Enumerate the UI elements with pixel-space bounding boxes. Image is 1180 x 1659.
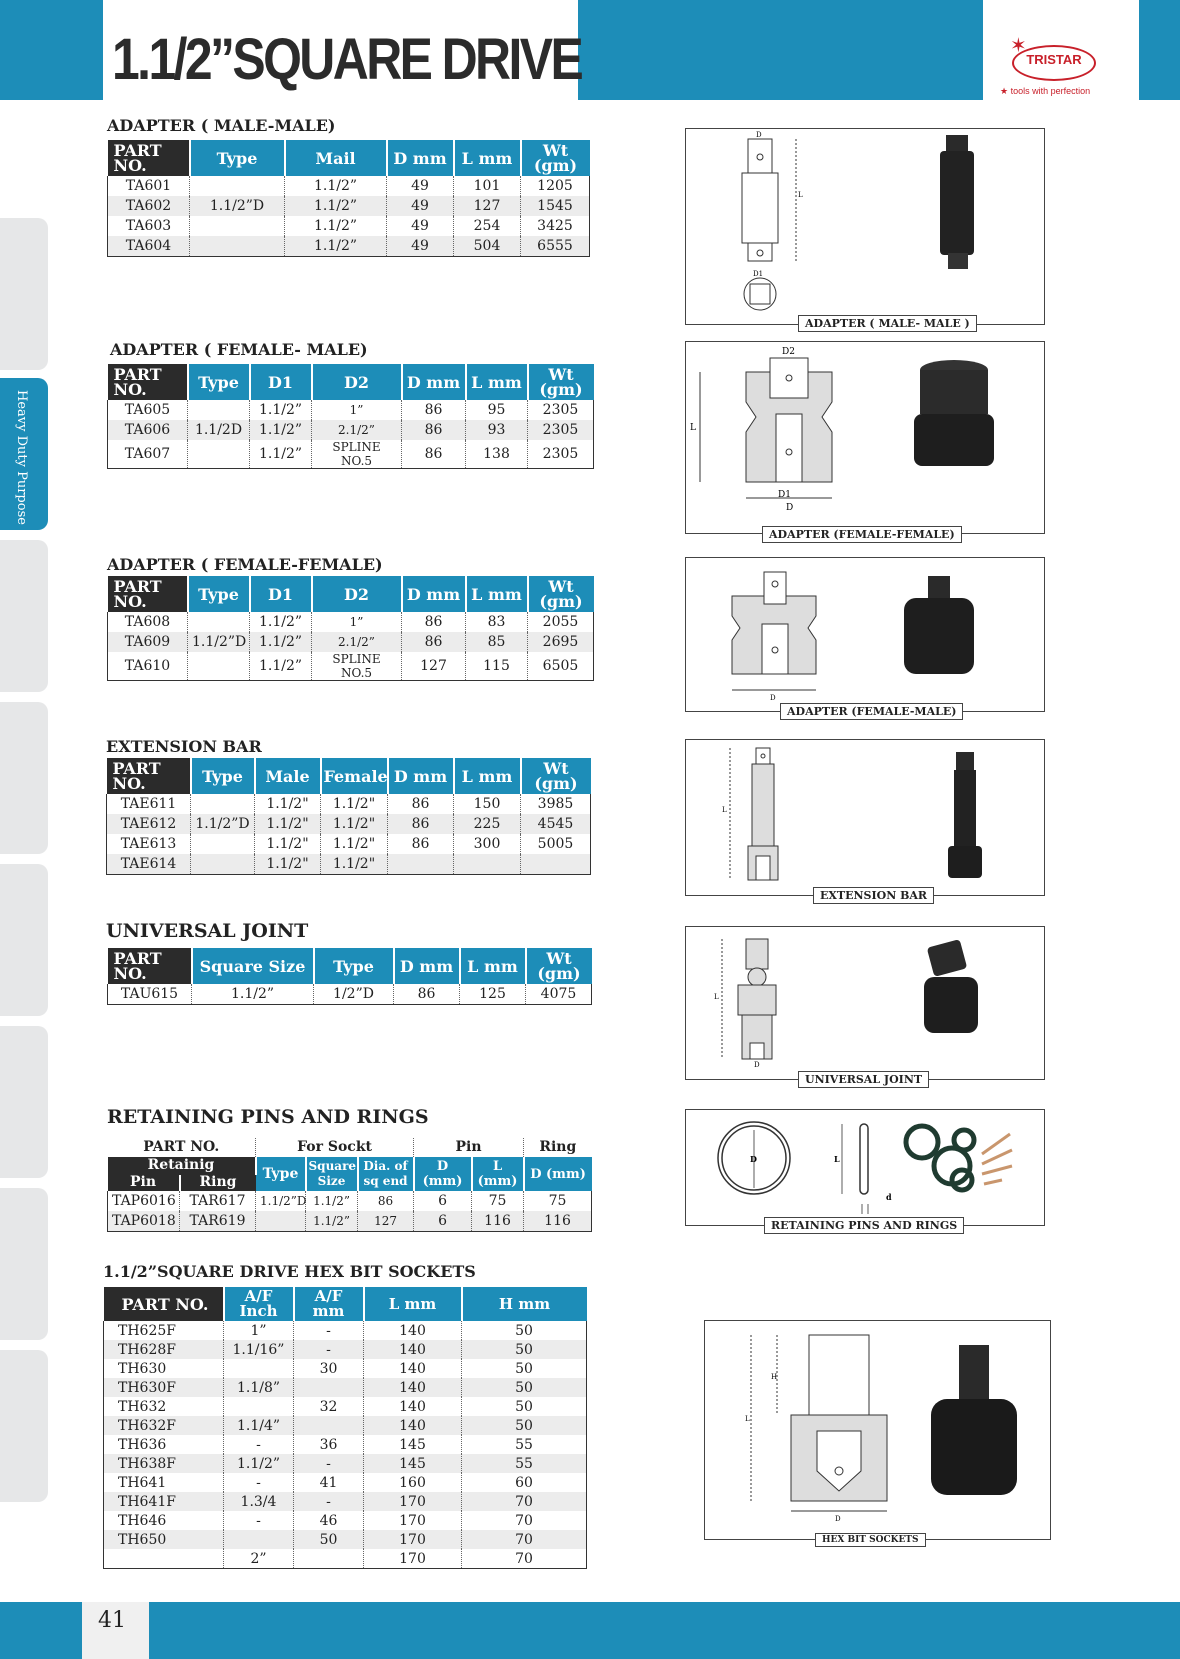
col-header: H mm <box>462 1287 587 1321</box>
table-female-female <box>107 576 594 681</box>
col-header: Type <box>314 948 394 984</box>
page-title: 1.1/2”SQUARE DRIVE <box>112 27 582 92</box>
table-row: TH646 - 46 170 70 <box>104 1511 587 1530</box>
col-group-header: PART NO. <box>108 1138 256 1157</box>
col-header: Pin <box>108 1175 180 1191</box>
side-tab[interactable] <box>0 218 48 370</box>
table-row: TA607 1.1/2” SPLINE NO.5 86 138 2305 <box>108 440 594 469</box>
col-header: L mm <box>466 576 528 612</box>
table-universal-joint <box>107 948 592 1005</box>
col-header: Mail <box>285 140 387 176</box>
logo-brand: TRISTAR <box>1026 52 1082 67</box>
dim-label-l: L <box>798 191 803 199</box>
universal-joint-drawing <box>686 927 1044 1079</box>
col-header: Square Size <box>192 948 314 984</box>
table-row: TH636 - 36 145 55 <box>104 1435 587 1454</box>
table-row: TA605 1.1/2” 1” 86 95 2305 <box>108 400 594 420</box>
table-row: TAE613 1.1/2" 1.1/2" 86 300 5005 <box>107 834 591 854</box>
side-tab[interactable] <box>0 864 48 1016</box>
adapter-male-male-drawing <box>686 129 1044 324</box>
col-header: Wt (gm) <box>526 948 592 984</box>
col-header: D mm <box>387 140 454 176</box>
col-header: D mm <box>388 758 454 794</box>
table-row: TH632F 1.1/4” 140 50 <box>104 1416 587 1435</box>
type-cell: 1.1/2”D <box>190 196 285 216</box>
col-header: Type <box>190 140 285 176</box>
side-tab[interactable] <box>0 1350 48 1502</box>
extension-bar-drawing <box>686 740 1044 895</box>
figure-adapter-male-male <box>685 128 1045 325</box>
col-header: Type <box>188 576 250 612</box>
dim-label-l: L <box>690 423 696 433</box>
col-header: A/F mm <box>294 1287 364 1321</box>
adapter-female-female-drawing <box>686 558 1044 711</box>
table-row: TH638F 1.1/2” - 145 55 <box>104 1454 587 1473</box>
figure-caption-female-female: ADAPTER (FEMALE-FEMALE) <box>762 526 962 543</box>
table-row: TAE612 1.1/2”D 1.1/2" 1.1/2" 86 225 4545 <box>107 814 591 834</box>
section-title-extension-bar: EXTENSION BAR <box>106 737 262 756</box>
dim-label-d1: D1 <box>778 490 791 500</box>
table-row: TAP6018 TAR619 1.1/2” 127 6 116 116 <box>108 1211 592 1232</box>
col-header: Wt (gm) <box>528 364 594 400</box>
table-row: TAE614 1.1/2" 1.1/2" <box>107 854 591 875</box>
side-tab-label: Heavy Duty Purpose <box>14 390 29 525</box>
table-row: TH625F 1” - 140 50 <box>104 1321 587 1340</box>
dim-label-l: L <box>745 1415 750 1423</box>
table-retaining-pins <box>107 1138 592 1232</box>
col-header: Wt (gm) <box>528 576 594 612</box>
figure-universal-joint <box>685 926 1045 1080</box>
table-row: TA602 1.1/2”D 1.1/2” 49 127 1545 <box>108 196 590 216</box>
table-row: TA608 1.1/2” 1” 86 83 2055 <box>108 612 594 632</box>
dim-label-h: H <box>771 1373 778 1381</box>
col-header: D1 <box>250 364 312 400</box>
dim-label-l: L <box>714 993 719 1001</box>
type-cell: 1.1/2D <box>188 420 250 440</box>
col-header: Type <box>188 364 250 400</box>
col-header: D1 <box>250 576 312 612</box>
col-header: Wt (gm) <box>521 140 590 176</box>
table-extension-bar <box>106 758 591 875</box>
section-title-hex-bit-sockets: 1.1/2”SQUARE DRIVE HEX BIT SOCKETS <box>103 1262 476 1281</box>
figure-hex-bit-sockets <box>704 1320 1051 1540</box>
table-hex-bit-sockets <box>103 1287 587 1569</box>
side-tab[interactable] <box>0 1026 48 1178</box>
figure-caption-male-male: ADAPTER ( MALE- MALE ) <box>798 315 977 332</box>
table-row: TH650 50 170 70 <box>104 1530 587 1549</box>
col-header: D mm <box>402 364 466 400</box>
dim-label-l: L <box>834 1154 840 1164</box>
type-cell: 1.1/2”D <box>188 632 250 652</box>
col-header: D (mm) <box>524 1157 592 1191</box>
side-tab[interactable] <box>0 540 48 692</box>
table-row: TH628F 1.1/16” - 140 50 <box>104 1340 587 1359</box>
dim-label-d1: D1 <box>753 270 764 278</box>
dim-label-d: D <box>770 694 776 702</box>
table-female-male <box>107 364 594 469</box>
table-row: 2” 170 70 <box>104 1549 587 1569</box>
table-male-male <box>107 140 590 257</box>
col-header: D2 <box>312 576 402 612</box>
col-header: A/F Inch <box>224 1287 294 1321</box>
figure-adapter-female-male <box>685 341 1045 534</box>
table-row: TAE611 1.1/2" 1.1/2" 86 150 3985 <box>107 794 591 814</box>
col-header: PART NO. <box>108 140 190 176</box>
col-header: D mm <box>402 576 466 612</box>
table-row: TA604 1.1/2” 49 504 6555 <box>108 236 590 257</box>
col-header: L mm <box>460 948 526 984</box>
figure-caption-retaining-pins: RETAINING PINS AND RINGS <box>764 1217 964 1234</box>
figure-caption-female-male: ADAPTER (FEMALE-MALE) <box>780 703 963 720</box>
side-tab[interactable] <box>0 1188 48 1340</box>
table-row: TH641F 1.3/4 - 170 70 <box>104 1492 587 1511</box>
col-header: D (mm) <box>414 1157 472 1191</box>
col-header: Ring <box>180 1175 256 1191</box>
section-title-male-male: ADAPTER ( MALE-MALE) <box>107 116 336 135</box>
section-title-universal-joint: UNIVERSAL JOINT <box>106 920 309 942</box>
logo-star-icon: ✶ <box>1010 33 1027 57</box>
section-title-retaining-pins: RETAINING PINS AND RINGS <box>107 1106 429 1128</box>
table-row: TAU615 1.1/2” 1/2”D 86 125 4075 <box>108 984 592 1005</box>
col-header: Dia. of sq end <box>358 1157 414 1191</box>
figure-caption-universal-joint: UNIVERSAL JOINT <box>798 1071 929 1088</box>
section-title-female-male: ADAPTER ( FEMALE- MALE) <box>110 340 368 359</box>
dim-label-d: D <box>756 131 762 139</box>
table-row: TH630F 1.1/8” 140 50 <box>104 1378 587 1397</box>
adapter-female-male-drawing <box>686 342 1044 533</box>
table-row: TA609 1.1/2”D 1.1/2” 2.1/2” 86 85 2695 <box>108 632 594 652</box>
table-row: TH641 - 41 160 60 <box>104 1473 587 1492</box>
type-cell: 1.1/2”D <box>256 1191 306 1211</box>
dim-label-d-small: d <box>886 1192 892 1202</box>
col-header: L mm <box>454 140 521 176</box>
section-title-female-female: ADAPTER ( FEMALE-FEMALE) <box>107 555 383 574</box>
table-row: TH630 30 140 50 <box>104 1359 587 1378</box>
col-group-header: Pin <box>414 1138 524 1157</box>
col-header: PART NO. <box>108 948 192 984</box>
col-header: L (mm) <box>472 1157 524 1191</box>
col-header: PART NO. <box>104 1287 224 1321</box>
col-header: Type <box>191 758 255 794</box>
table-row: TA603 1.1/2” 49 254 3425 <box>108 216 590 236</box>
col-header: Male <box>255 758 321 794</box>
figure-extension-bar <box>685 739 1045 896</box>
dim-label-d: D <box>750 1154 757 1164</box>
dim-label-d: D <box>754 1061 760 1069</box>
col-group-header: For Sockt <box>256 1138 414 1157</box>
figure-caption-hex-bit-sockets: HEX BIT SOCKETS <box>815 1533 926 1547</box>
logo-tagline: ★ tools with perfection <box>1000 86 1091 96</box>
dim-label-d2: D2 <box>782 347 795 357</box>
dim-label-l: L <box>722 806 727 814</box>
table-row: TA610 1.1/2” SPLINE NO.5 127 115 6505 <box>108 652 594 681</box>
col-group-header: Ring <box>524 1138 592 1157</box>
figure-caption-extension-bar: EXTENSION BAR <box>813 887 934 904</box>
col-header: PART NO. <box>107 758 191 794</box>
hex-bit-socket-drawing <box>705 1321 1050 1539</box>
col-header: D mm <box>394 948 460 984</box>
col-header: PART NO. <box>108 576 188 612</box>
footer-band <box>0 1602 1180 1659</box>
col-header: Type <box>256 1157 306 1191</box>
table-row: TH632 32 140 50 <box>104 1397 587 1416</box>
figure-retaining-pins <box>685 1109 1045 1226</box>
side-tab[interactable] <box>0 702 48 854</box>
table-row: TA606 1.1/2D 1.1/2” 2.1/2” 86 93 2305 <box>108 420 594 440</box>
table-row: TAP6016 TAR617 1.1/2”D 1.1/2” 86 6 75 75 <box>108 1191 592 1211</box>
table-row: TA601 1.1/2” 49 101 1205 <box>108 176 590 196</box>
page-number: 41 <box>98 1608 126 1633</box>
col-header: Female <box>321 758 388 794</box>
col-header: Wt (gm) <box>521 758 591 794</box>
dim-label-d: D <box>786 503 794 513</box>
dim-label-d: D <box>835 1515 841 1523</box>
col-header: L mm <box>364 1287 462 1321</box>
col-subgroup-header: Retainig <box>108 1157 256 1175</box>
retaining-pins-drawing <box>686 1110 1044 1225</box>
figure-adapter-female-female <box>685 557 1045 712</box>
type-cell: 1.1/2”D <box>191 814 255 834</box>
col-header: D2 <box>312 364 402 400</box>
col-header: L mm <box>454 758 521 794</box>
col-header: L mm <box>466 364 528 400</box>
col-header: Square Size <box>306 1157 358 1191</box>
col-header: PART NO. <box>108 364 188 400</box>
